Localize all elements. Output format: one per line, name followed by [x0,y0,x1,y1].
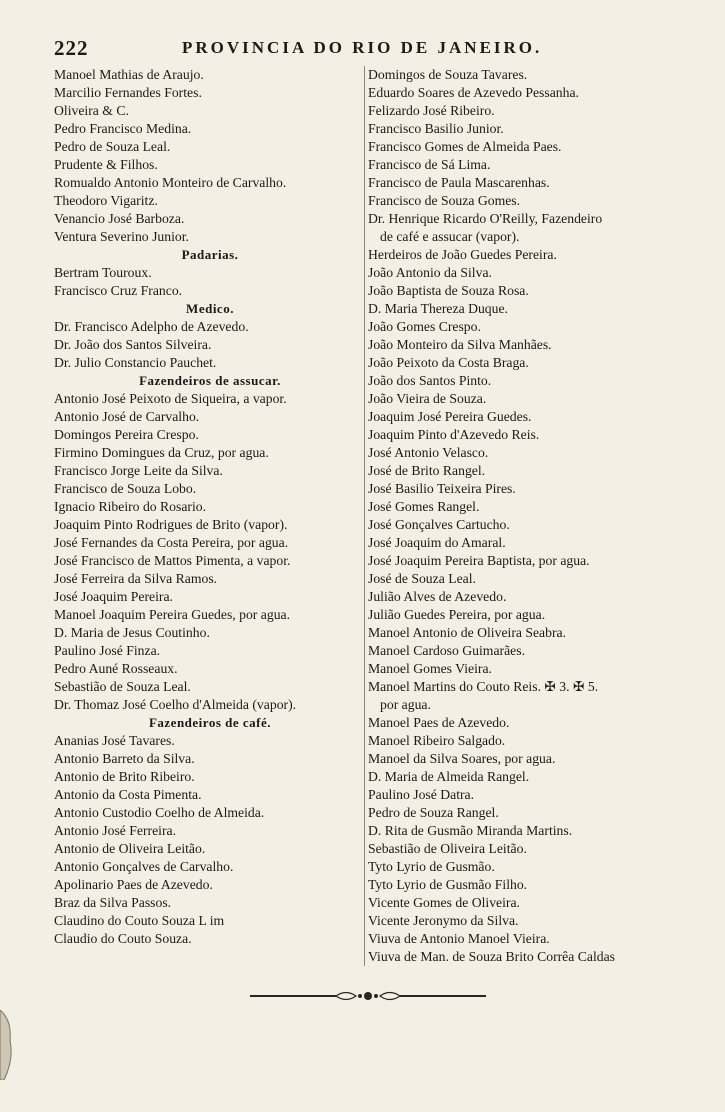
directory-entry: João Vieira de Souza. [368,391,487,406]
directory-entry: Julião Guedes Pereira, por agua. [368,607,546,622]
directory-entry: João Antonio da Silva. [368,265,492,280]
left-column [54,66,366,948]
directory-entry: Manoel da Silva Soares, por agua. [368,751,556,766]
directory-entry: D. Maria de Jesus Coutinho. [54,625,210,640]
directory-entry: Theodoro Vigaritz. [54,193,158,208]
margin-stain [0,1010,16,1080]
directory-entry: Antonio Gonçalves de Carvalho. [54,859,234,874]
directory-entry: Manoel Gomes Vieira. [368,661,492,676]
directory-entry: Vicente Jeronymo da Silva. [368,913,519,928]
directory-entry: Manoel Joaquim Pereira Guedes, por agua. [54,607,291,622]
directory-entry: João Baptista de Souza Rosa. [368,283,529,298]
directory-entry: Sebastião de Oliveira Leitão. [368,841,527,856]
directory-entry: José Francisco de Mattos Pimenta, a vapor. [54,553,291,568]
directory-entry: Pedro de Souza Leal. [54,139,171,154]
directory-entry: José Joaquim Pereira Baptista, por agua. [368,553,590,568]
directory-entry: Viuva de Man. de Souza Brito Corrêa Caldas [368,949,616,964]
directory-entry: Francisco Jorge Leite da Silva. [54,463,223,478]
directory-entry: Francisco de Sá Lima. [368,157,491,172]
directory-entry: Antonio José Ferreira. [54,823,177,838]
directory-entry: Claudio do Couto Souza. [54,931,192,946]
directory-entry: José Ferreira da Silva Ramos. [54,571,218,586]
directory-entry: Domingos Pereira Crespo. [54,427,199,442]
directory-entry: Ventura Severino Junior. [54,229,189,244]
directory-entry: Herdeiros de João Guedes Pereira. [368,247,557,262]
directory-entry: Dr. Henrique Ricardo O'Reilly, Fazendeiro [368,211,603,226]
directory-entry: José de Souza Leal. [368,571,476,586]
directory-entry: Tyto Lyrio de Gusmão Filho. [368,877,528,892]
page-number: 222 [54,36,89,60]
section-heading-medico: Medico. [186,301,234,316]
directory-entry: Eduardo Soares de Azevedo Pessanha. [368,85,579,100]
directory-entry: Antonio da Costa Pimenta. [54,787,202,802]
directory-entry: Joaquim Pinto Rodrigues de Brito (vapor). [54,517,288,532]
directory-entry: Antonio Barreto da Silva. [54,751,195,766]
running-title: PROVINCIA DO RIO DE JANEIRO. [182,38,543,57]
directory-entry: Francisco Basilio Junior. [368,121,504,136]
directory-entry: João Gomes Crespo. [368,319,481,334]
directory-entry: Sebastião de Souza Leal. [54,679,191,694]
directory-entry: Francisco de Paula Mascarenhas. [368,175,550,190]
directory-entry: Apolinario Paes de Azevedo. [54,877,213,892]
directory-entry: Manoel Martins do Couto Reis. ✠ 3. ✠ 5. [368,679,599,694]
directory-entry: José Gomes Rangel. [368,499,480,514]
directory-entry: Vicente Gomes de Oliveira. [368,895,520,910]
directory-entry: Antonio de Brito Ribeiro. [54,769,195,784]
section-heading-fazendeiros-de-assucar: Fazendeiros de assucar. [139,373,281,388]
page-header [54,36,654,62]
closing-ornament-rule [250,986,486,1006]
directory-entry: Joaquim Pinto d'Azevedo Reis. [368,427,540,442]
directory-entry: Antonio de Oliveira Leitão. [54,841,206,856]
directory-entry: Joaquim José Pereira Guedes. [368,409,532,424]
directory-entry: Romualdo Antonio Monteiro de Carvalho. [54,175,287,190]
directory-entry: Manoel Antonio de Oliveira Seabra. [368,625,567,640]
directory-entry: Antonio José Peixoto de Siqueira, a vapor. [54,391,287,406]
directory-entry: Dr. Francisco Adelpho de Azevedo. [54,319,249,334]
directory-entry: Dr. Thomaz José Coelho d'Almeida (vapor). [54,697,297,712]
directory-entry: Francisco Gomes de Almeida Paes. [368,139,562,154]
directory-entry: José Basilio Teixeira Pires. [368,481,516,496]
directory-entry: Manoel Ribeiro Salgado. [368,733,506,748]
directory-entry: Felizardo José Ribeiro. [368,103,495,118]
directory-entry: Prudente & Filhos. [54,157,158,172]
directory-entry: Venancio José Barboza. [54,211,185,226]
directory-entry: João dos Santos Pinto. [368,373,492,388]
directory-entry: D. Rita de Gusmão Miranda Martins. [368,823,573,838]
directory-entry: Tyto Lyrio de Gusmão. [368,859,495,874]
directory-entry: Pedro Auné Rosseaux. [54,661,178,676]
directory-entry: Oliveira & C. [54,103,129,118]
directory-entry: José Fernandes da Costa Pereira, por agua. [54,535,289,550]
directory-entry: Bertram Touroux. [54,265,152,280]
directory-entry: Francisco de Souza Lobo. [54,481,197,496]
directory-entry: Antonio Custodio Coelho de Almeida. [54,805,265,820]
directory-entry: Claudino do Couto Souza L im [54,913,225,928]
directory-entry: Manoel Mathias de Araujo. [54,67,204,82]
directory-entry: Firmino Domingues da Cruz, por agua. [54,445,269,460]
directory-entry: Domingos de Souza Tavares. [368,67,528,82]
directory-entry: Braz da Silva Passos. [54,895,172,910]
directory-entry: Manoel Cardoso Guimarães. [368,643,525,658]
directory-entry: Ananias José Tavares. [54,733,175,748]
directory-entry: Antonio José de Carvalho. [54,409,200,424]
directory-entry: José Gonçalves Cartucho. [368,517,510,532]
directory-entry: Ignacio Ribeiro do Rosario. [54,499,207,514]
directory-entry: Paulino José Finza. [54,643,161,658]
section-heading-padarias: Padarias. [181,247,239,262]
directory-entry: João Monteiro da Silva Manhães. [368,337,552,352]
directory-entry: Pedro Francisco Medina. [54,121,192,136]
section-heading-fazendeiros-de-cafe: Fazendeiros de café. [148,715,272,730]
directory-entry: Viuva de Antonio Manoel Vieira. [368,931,550,946]
directory-entry: Dr. Julio Constancio Pauchet. [54,355,217,370]
directory-entry: Francisco de Souza Gomes. [368,193,521,208]
directory-entry: Pedro de Souza Rangel. [368,805,499,820]
right-column [364,66,690,966]
directory-entry: José Antonio Velasco. [368,445,489,460]
directory-entry: Paulino José Datra. [368,787,475,802]
directory-entry: Dr. João dos Santos Silveira. [54,337,212,352]
directory-entry: Julião Alves de Azevedo. [368,589,507,604]
directory-entry: José Joaquim do Amaral. [368,535,506,550]
directory-entry: Manoel Paes de Azevedo. [368,715,510,730]
directory-entry-continuation: de café e assucar (vapor). [380,229,520,244]
directory-entry: José de Brito Rangel. [368,463,486,478]
directory-entry: Marcilio Fernandes Fortes. [54,85,202,100]
directory-entry: D. Maria de Almeida Rangel. [368,769,530,784]
directory-entry: João Peixoto da Costa Braga. [368,355,529,370]
directory-entry: Francisco Cruz Franco. [54,283,183,298]
directory-entry: José Joaquim Pereira. [54,589,173,604]
directory-entry: D. Maria Thereza Duque. [368,301,508,316]
directory-entry-continuation: por agua. [380,697,431,712]
